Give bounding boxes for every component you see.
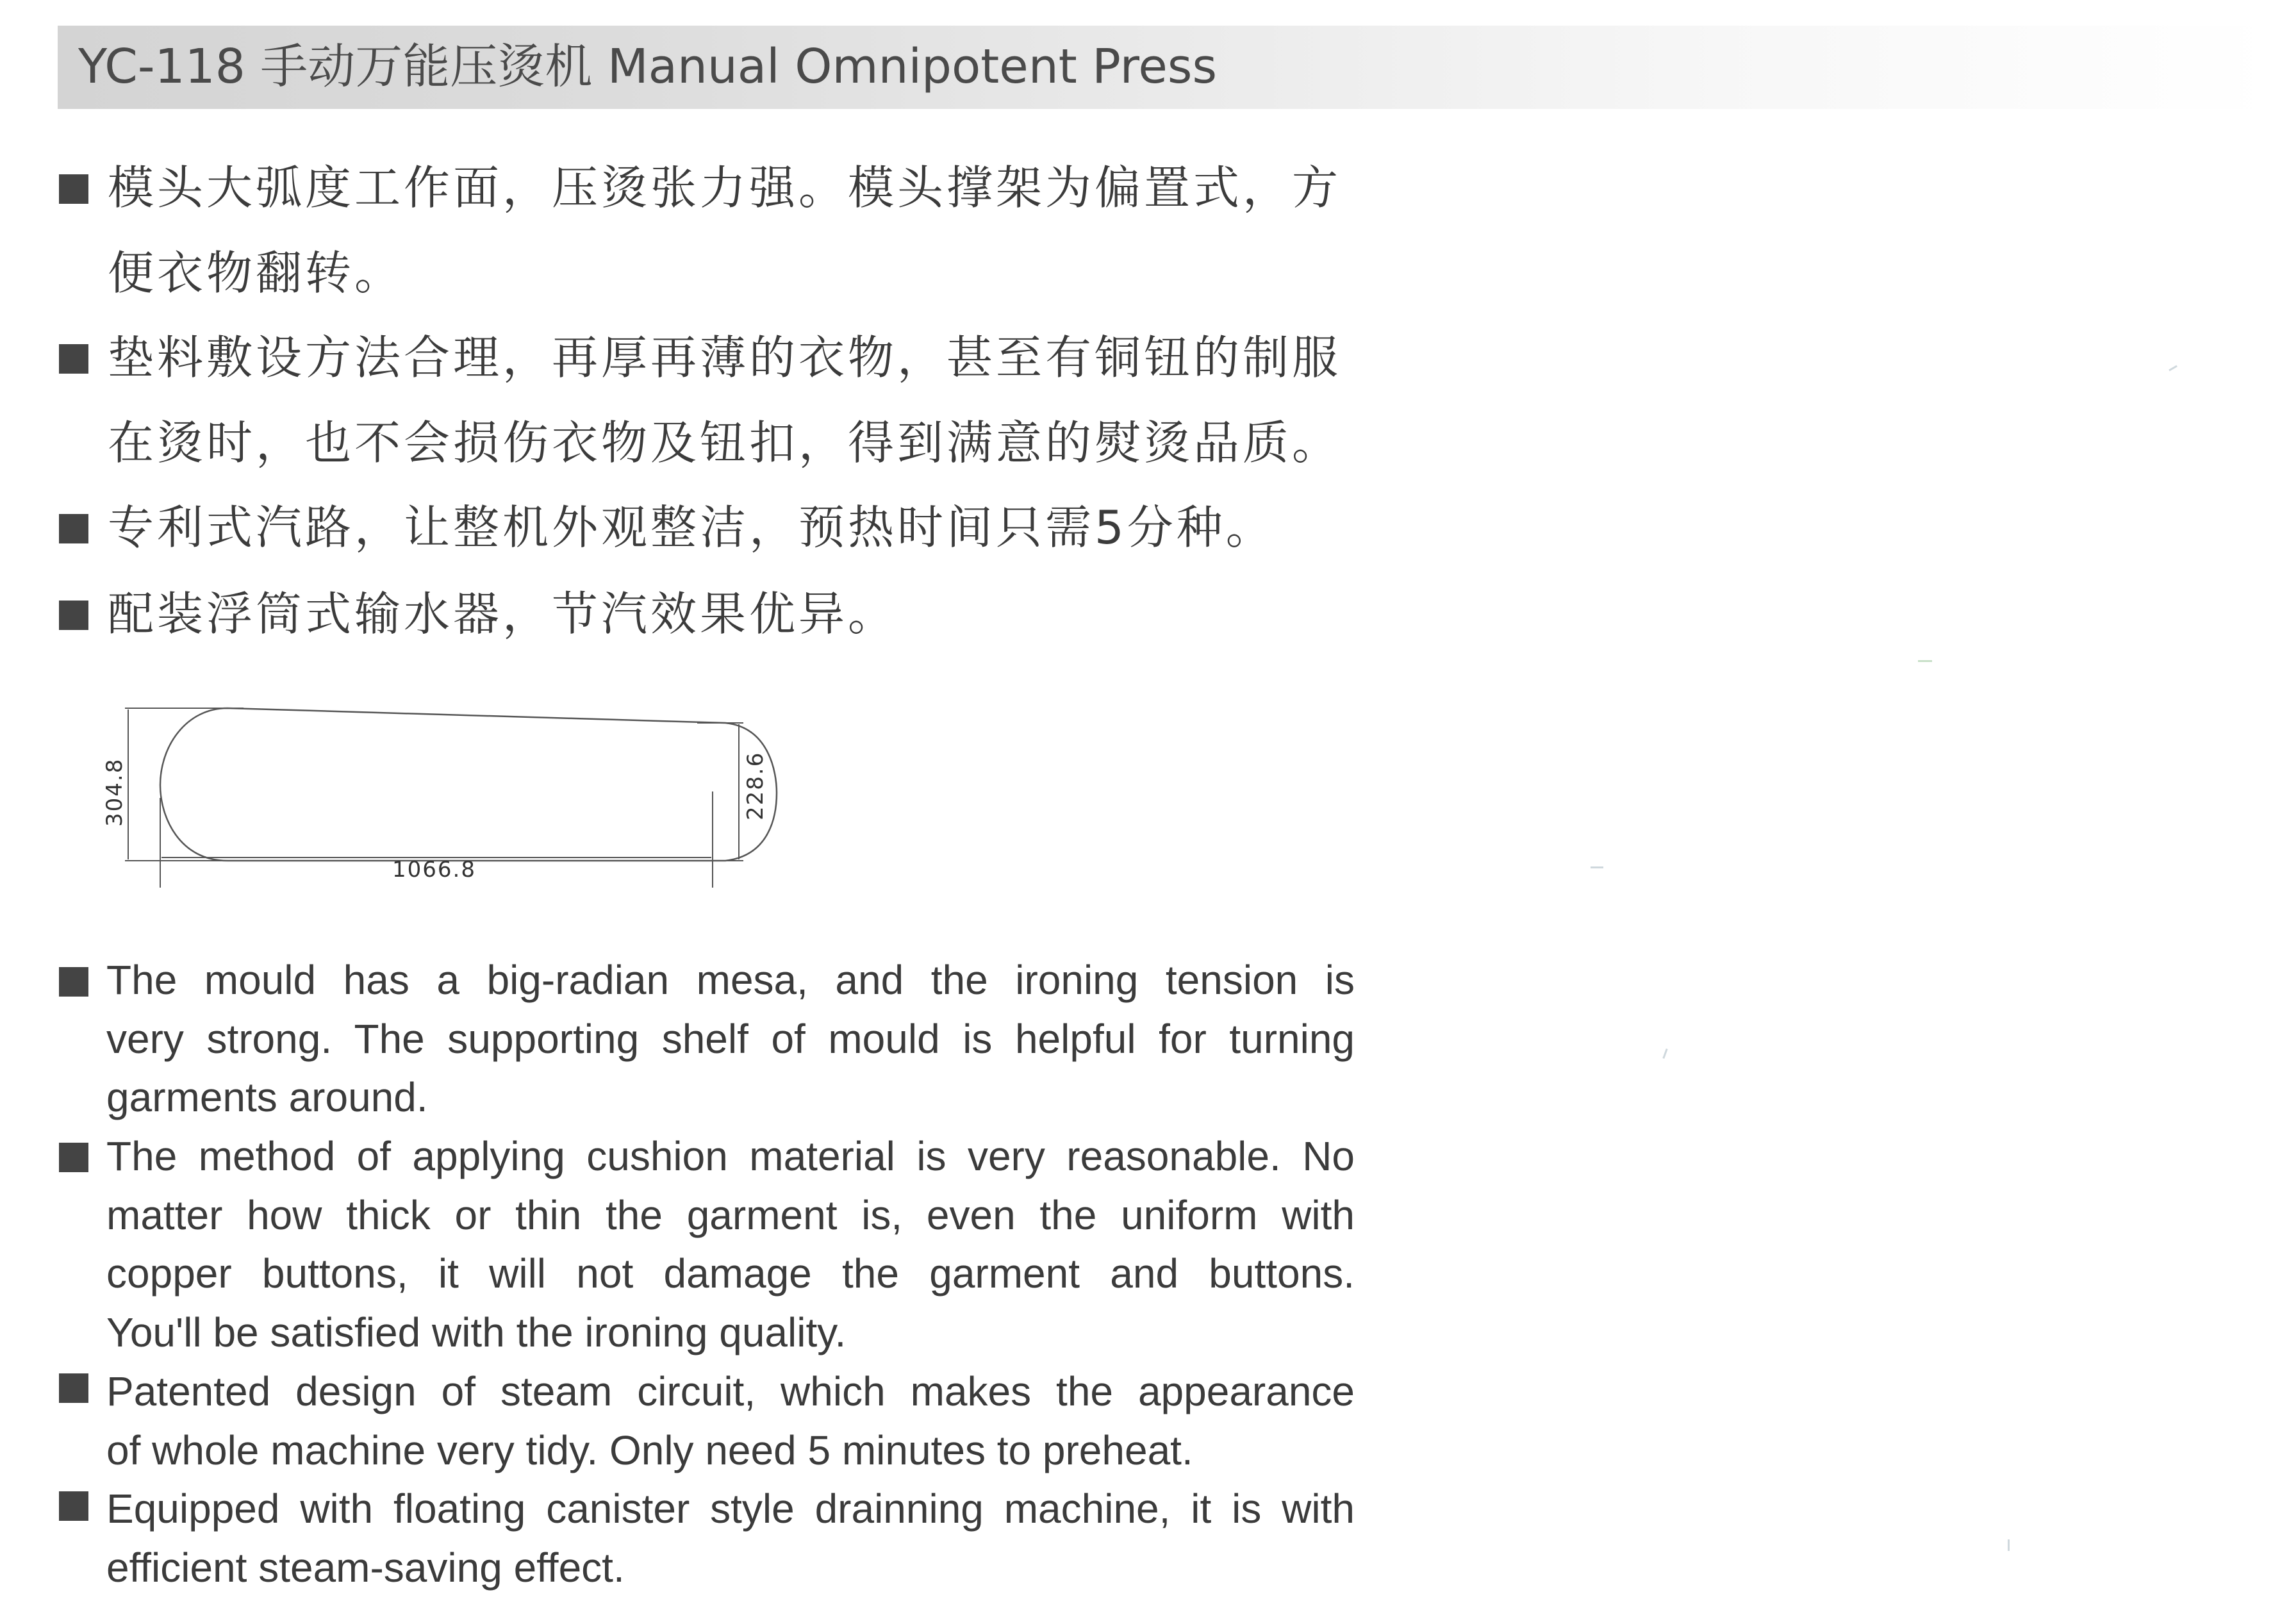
en-feature-2 (106, 1127, 1355, 1363)
buck-outline (160, 708, 777, 861)
page-title: YC-118 手动万能压烫机 Manual Omnipotent Press (78, 39, 1218, 94)
en-feature-1 (106, 951, 1355, 1127)
scan-speck (2169, 365, 2178, 372)
bullet-square (59, 601, 88, 630)
bullet-square (59, 967, 88, 997)
bullet-square (59, 344, 88, 374)
scan-speck (1662, 1048, 1667, 1059)
en-feature-2-line-4: You'll be satisfied with the ironing quality. (106, 1309, 847, 1356)
cn-feature-1-line-1: 模头大弧度工作面，压烫张力强。模头撑架为偏置式，方 (108, 161, 1342, 215)
title-band (58, 26, 2273, 109)
scan-speck (1918, 660, 1932, 662)
bullet-square (59, 174, 88, 204)
en-feature-1-line-1: The mould has a big-radian mesa, and the ironing tension is (106, 957, 1355, 1003)
en-feature-2-line-3: copper buttons, it will not damage the garment and buttons. (106, 1250, 1355, 1297)
en-feature-3-line-2: of whole machine very tidy. Only need 5 minutes to preheat. (106, 1427, 1193, 1473)
en-feature-2-line-2: matter how thick or thin the garment is, even the uniform with (106, 1191, 1355, 1238)
bullet-square (59, 514, 88, 543)
en-feature-3-line-1: Patented design of steam circuit, which makes the appearance (106, 1368, 1355, 1414)
en-feature-1-line-2: very strong. The supporting shelf of mould is helpful for turning (106, 1015, 1355, 1062)
dim-height-left-label: 304.8 (102, 758, 128, 827)
en-feature-3 (106, 1363, 1355, 1480)
en-feature-4 (106, 1480, 1355, 1597)
buck-dimension-diagram (90, 695, 782, 900)
dim-length-label: 1066.8 (392, 857, 476, 882)
bullet-square (59, 1373, 88, 1403)
cn-feature-2-line-1: 垫料敷设方法合理，再厚再薄的衣物，甚至有铜钮的制服 (108, 331, 1342, 385)
bullet-square (59, 1143, 88, 1172)
scan-speck (1591, 866, 1603, 868)
cn-feature-1-line-2: 便衣物翻转。 (108, 246, 404, 300)
en-feature-4-line-1: Equipped with floating canister style drainning machine, it is with (106, 1486, 1355, 1532)
cn-feature-4-line-1: 配装浮筒式输水器，节汽效果优异。 (108, 587, 898, 641)
dim-height-right-label: 228.6 (743, 751, 768, 820)
bullet-square (59, 1491, 88, 1521)
en-feature-1-line-3: garments around. (106, 1074, 428, 1121)
scan-speck (2008, 1539, 2010, 1551)
cn-feature-3-line-1: 专利式汽路，让整机外观整洁，预热时间只需5分种。 (108, 501, 1275, 554)
en-feature-2-line-1: The method of applying cushion material is very reasonable. No (106, 1133, 1355, 1179)
cn-feature-2-line-2: 在烫时，也不会损伤衣物及钮扣，得到满意的熨烫品质。 (108, 416, 1342, 470)
en-feature-4-line-2: efficient steam-saving effect. (106, 1544, 625, 1591)
